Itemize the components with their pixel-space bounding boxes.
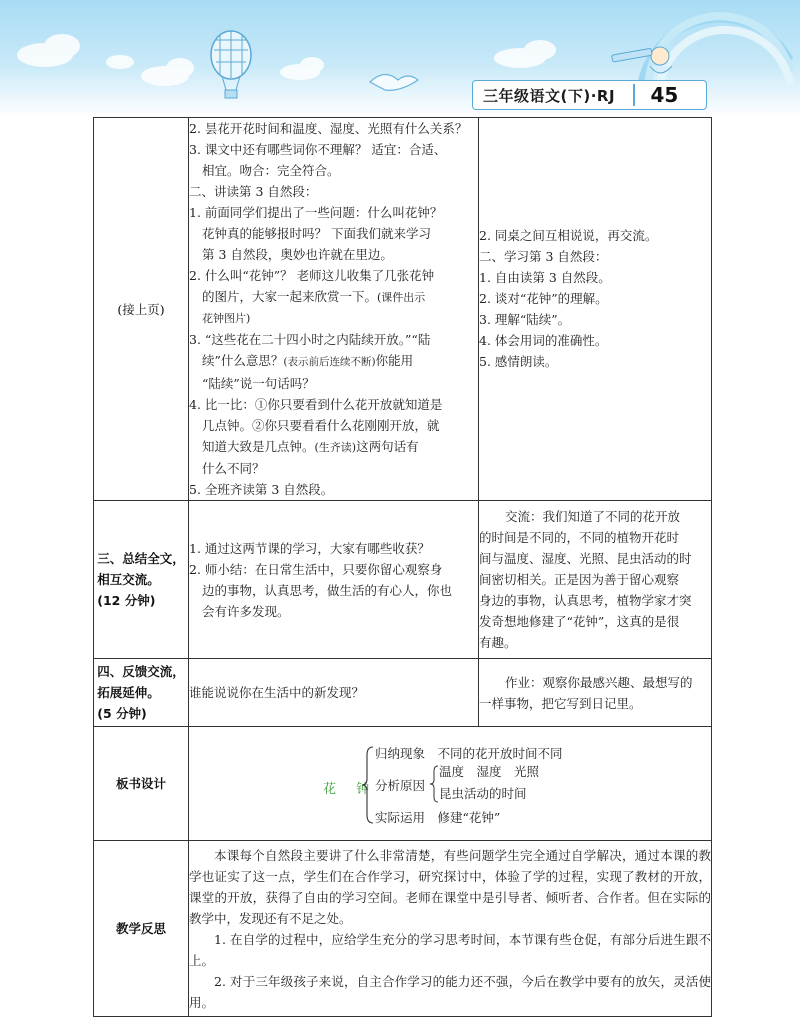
- student-activity-continued: [479, 118, 712, 501]
- courseware-note: (课件出示: [377, 291, 426, 304]
- brace-icon: [361, 745, 375, 825]
- inline-note: (表示前后连续不断): [283, 356, 376, 368]
- board-sub-insects: 昆虫活动的时间: [439, 786, 527, 801]
- label-line: 相互交流。: [97, 572, 160, 587]
- label-line: 三、总结全文，: [97, 551, 185, 566]
- text-line: 谁能说说你在生活中的新发现？: [189, 685, 365, 700]
- text-line: 有趣。: [479, 635, 517, 650]
- label-line: (5 分钟): [97, 706, 147, 721]
- text-line: 2. 谈对“花钟”的理解。: [479, 291, 608, 306]
- board-design: [189, 727, 712, 841]
- text-line: [189, 286, 478, 308]
- courseware-note: 花钟图片): [202, 312, 251, 325]
- book-subject-label: 三年级语文(下)·RJ: [483, 86, 616, 105]
- teacher-activity-continued: [189, 118, 479, 501]
- teacher-activity-summary: [189, 501, 479, 659]
- row-label-continued: (接上页): [94, 118, 189, 501]
- table-row-summary: [94, 501, 712, 659]
- teacher-activity-feedback: [189, 659, 479, 727]
- board-sub-factors: 温度 湿度 光照: [439, 764, 540, 779]
- text-segment: 这两句话有: [356, 439, 419, 454]
- text-line: 3. 课文中还有哪些词你不理解？ 适宜：合适、: [189, 142, 447, 157]
- reflection-paragraph: 本课每个自然段主要讲了什么非常清楚，有些问题学生完全通过自学解决，通过本课的教学也证实了这一点，学生们在合作学习，研究探讨中，体验了学的过程，实现了教材的开放，课堂的开放，获得了自由的学习空间。老师在课堂中是引导者、倾听者、合作者。但在实际的教学中，发现还有不足之处。: [189, 847, 711, 926]
- text-line: 2. 同桌之间互相说说，再交流。: [479, 228, 658, 243]
- student-activity-feedback: [479, 659, 712, 727]
- inline-note: (生齐读): [314, 441, 357, 454]
- text-line: 2. 师小结：在日常生活中，只要你留心观察身: [189, 561, 443, 577]
- hot-air-balloon-icon: [211, 31, 251, 98]
- table-row-reflection: [94, 841, 712, 1017]
- text-line: “陆续”说一句话吗？: [202, 376, 315, 391]
- text-line: 发奇想地修建了“花钟”，这真的是很: [479, 614, 680, 629]
- text-line: 3. “这些花在二十四小时之内陆续开放。”“陆: [189, 332, 431, 347]
- row-label-board: 板书设计: [94, 727, 189, 841]
- row-label-summary: [94, 501, 189, 659]
- text-line: 身边的事物，认真思考，植物学家才突: [479, 593, 692, 608]
- teaching-reflection: [189, 841, 712, 1017]
- table-row-continued: [94, 118, 712, 501]
- board-branch-analysis: 分析原因: [375, 778, 426, 793]
- board-branch-application: 实际运用 修建“花钟”: [375, 810, 501, 825]
- text-line: 作业：观察你最感兴趣、最想写的: [505, 674, 693, 690]
- text-line: 间密切相关。正是因为善于留心观察: [479, 572, 680, 587]
- text-line: 4. 比一比：①你只要看到什么花开放就知道是: [189, 397, 443, 412]
- text-line: 什么不同？: [202, 461, 265, 476]
- text-line: 1. 前面同学们提出了一些问题：什么叫花钟？: [189, 205, 443, 220]
- text-line: 第 3 自然段，奥妙也许就在里边。: [202, 247, 393, 262]
- text-line: 1. 自由读第 3 自然段。: [479, 270, 611, 285]
- text-line: 1. 通过这两节课的学习，大家有哪些收获？: [189, 540, 430, 556]
- page-number: 45: [650, 83, 679, 107]
- text-line: 5. 全班齐读第 3 自然段。: [189, 482, 334, 497]
- reflection-paragraph: 2. 对于三年级孩子来说，自主合作学习的能力还不强，今后在教学中要有的放矢，灵活使用。: [189, 973, 711, 1010]
- text-line: 3. 理解“陆续”。: [479, 312, 571, 327]
- text-line: 间与温度、湿度、光照、昆虫活动的时: [479, 551, 692, 566]
- text-line: 二、讲读第 3 自然段：: [189, 184, 318, 199]
- text-segment: 续”什么意思？: [202, 353, 284, 368]
- row-label-reflection: 教学反思: [94, 841, 189, 1017]
- text-line: [189, 350, 478, 373]
- label-line: 拓展延伸。: [97, 685, 160, 700]
- row-label-feedback: [94, 659, 189, 727]
- text-line: 2. 昙花开花时间和温度、湿度、光照有什么关系？: [189, 121, 468, 136]
- board-branch-induction: 归纳现象 不同的花开放时间不同: [375, 746, 563, 761]
- label-line: (12 分钟): [97, 593, 156, 608]
- text-line: [189, 436, 478, 458]
- bird-icon: [370, 74, 418, 90]
- table-row-feedback: [94, 659, 712, 727]
- text-line: 边的事物，认真思考，做生活的有心人，你也: [202, 582, 453, 598]
- text-line: 花钟真的能够报时吗？ 下面我们就来学习: [202, 226, 431, 241]
- text-segment: 知道大致是几点钟。: [202, 439, 315, 454]
- text-line: 会有许多发现。: [202, 603, 290, 619]
- student-activity-summary: [479, 501, 712, 659]
- cloud-icon: [17, 34, 556, 86]
- text-line: 的时间是不同的，不同的植物开花时: [479, 530, 680, 545]
- page-header-banner: [0, 0, 800, 118]
- table-row-board: [94, 727, 712, 841]
- page-tag: [472, 80, 707, 110]
- text-segment: 的图片，大家一起来欣赏一下。: [202, 289, 378, 304]
- board-title: 花 钟: [323, 782, 378, 797]
- text-line: 5. 感情朗读。: [479, 354, 558, 369]
- brace-icon: [429, 765, 439, 803]
- text-line: 二、学习第 3 自然段：: [479, 249, 608, 264]
- text-line: 交流：我们知道了不同的花开放: [505, 509, 681, 524]
- reflection-paragraph: 1. 在自学的过程中，应给学生充分的学习思考时间，本节课有些仓促，有部分后进生跟不上。: [189, 931, 711, 968]
- text-segment: 你能用: [375, 353, 414, 368]
- text-line: 4. 体会用词的准确性。: [479, 333, 608, 348]
- label-line: 四、反馈交流，: [97, 664, 185, 679]
- text-line: 相宜。吻合：完全符合。: [202, 163, 340, 178]
- text-line: 一样事物，把它写到日记里。: [479, 695, 642, 711]
- text-line: 2. 什么叫“花钟”？ 老师这儿收集了几张花钟: [189, 268, 435, 283]
- text-line: 几点钟。②你只要看看什么花刚刚开放，就: [202, 418, 440, 433]
- lesson-plan-table: [93, 117, 712, 1017]
